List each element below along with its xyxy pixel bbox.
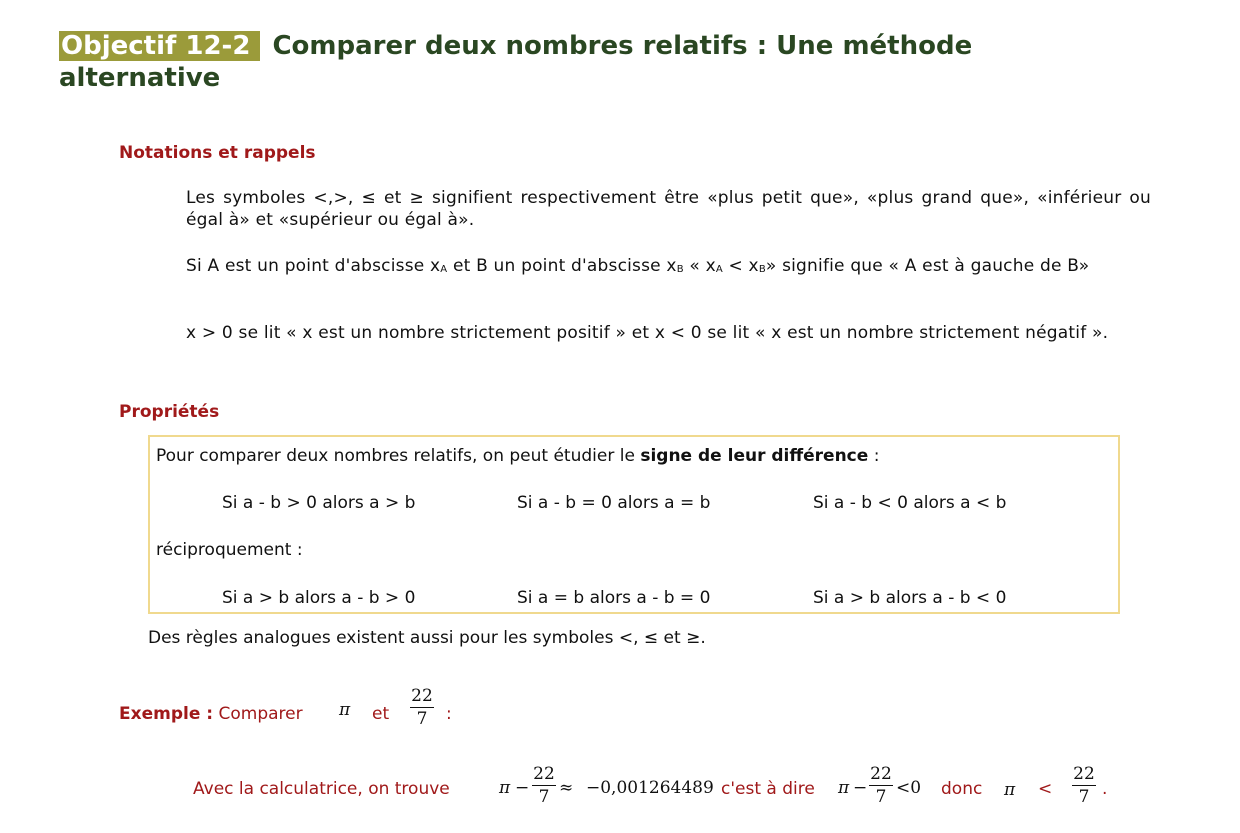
et-word: et (372, 704, 390, 724)
fraction-bar (1072, 785, 1096, 786)
notation-paragraph-sign: x > 0 se lit « x est un nombre strictement positif » et x < 0 se lit « x est un nombre strictement négatif ». (186, 323, 1109, 343)
subscript: B (676, 264, 684, 275)
fraction-bar (869, 785, 893, 786)
bold-text: signe de leur différence (640, 446, 869, 466)
approx-sign: ≈ (559, 778, 574, 798)
converse-zero: Si a = b alors a - b = 0 (517, 588, 711, 608)
minus-sign: − (853, 778, 868, 798)
converse-negative: Si a > b alors a - b < 0 (813, 588, 1007, 608)
converse-positive: Si a > b alors a - b > 0 (222, 588, 416, 608)
text: « x (683, 256, 716, 276)
denominator: 7 (416, 709, 428, 729)
colon: : (446, 704, 452, 724)
text: » signifie que « A est à gauche de B» (765, 256, 1090, 276)
less-than-zero: <0 (896, 778, 922, 798)
notation-paragraph-abscissa (186, 255, 1151, 281)
text: Si A est un point d'abscisse x (186, 256, 441, 276)
text: < x (722, 256, 759, 276)
subscript: A (440, 264, 448, 275)
numerator: 22 (533, 764, 555, 784)
rule-zero: Si a - b = 0 alors a = b (517, 493, 711, 513)
analogous-rules-note: Des règles analogues existent aussi pour les symboles <, ≤ et ≥. (148, 628, 706, 648)
less-than-sign: < (1038, 779, 1053, 799)
text: Pour comparer deux nombres relatifs, on peut étudier le (156, 446, 641, 466)
minus-sign: − (515, 778, 530, 798)
denominator: 7 (1078, 787, 1090, 807)
properties-box (148, 435, 1120, 614)
fraction-22-7 (532, 764, 556, 807)
fraction-22-7 (410, 686, 434, 729)
rule-negative: Si a - b < 0 alors a < b (813, 493, 1007, 513)
cest-a-dire-text: c'est à dire (721, 779, 815, 799)
example-line (119, 704, 303, 724)
example-label: Exemple : (119, 704, 214, 724)
fraction-22-7 (869, 764, 893, 807)
donc-word: donc (941, 779, 983, 799)
fraction-bar (410, 707, 434, 708)
denominator: 7 (875, 787, 887, 807)
pi-symbol: π (838, 778, 850, 798)
text: et B un point d'abscisse x (447, 256, 677, 276)
text: : (868, 446, 880, 466)
pi-symbol: π (339, 700, 351, 720)
numerator: 22 (870, 764, 892, 784)
notation-paragraph-symbols: Les symboles <,>, ≤ et ≥ signifient respectivement être «plus petit que», «plus grand que», «inférieur ou égal à» et «supérieur ou égal à». (186, 188, 1151, 230)
rule-positive: Si a - b > 0 alors a > b (222, 493, 416, 513)
denominator: 7 (538, 787, 550, 807)
section-notations-heading: Notations et rappels (119, 143, 316, 163)
properties-intro (156, 446, 879, 466)
period: . (1102, 779, 1108, 799)
objective-badge: Objectif 12-2 (59, 31, 260, 61)
text: Comparer (218, 704, 303, 724)
numerator: 22 (411, 686, 433, 706)
calculator-text: Avec la calculatrice, on trouve (193, 779, 450, 799)
title-text: Comparer deux nombres relatifs : Une méthode alternative (59, 31, 973, 93)
reciproquement-label: réciproquement : (156, 540, 303, 560)
difference-value: −0,001264489 (586, 778, 714, 798)
numerator: 22 (1073, 764, 1095, 784)
page-title (59, 30, 1139, 94)
subscript: B (758, 264, 766, 275)
pi-symbol: π (499, 778, 511, 798)
pi-symbol: π (1004, 780, 1016, 800)
subscript: A (715, 264, 723, 275)
fraction-bar (532, 785, 556, 786)
section-proprietes-heading: Propriétés (119, 402, 220, 422)
fraction-22-7 (1072, 764, 1096, 807)
